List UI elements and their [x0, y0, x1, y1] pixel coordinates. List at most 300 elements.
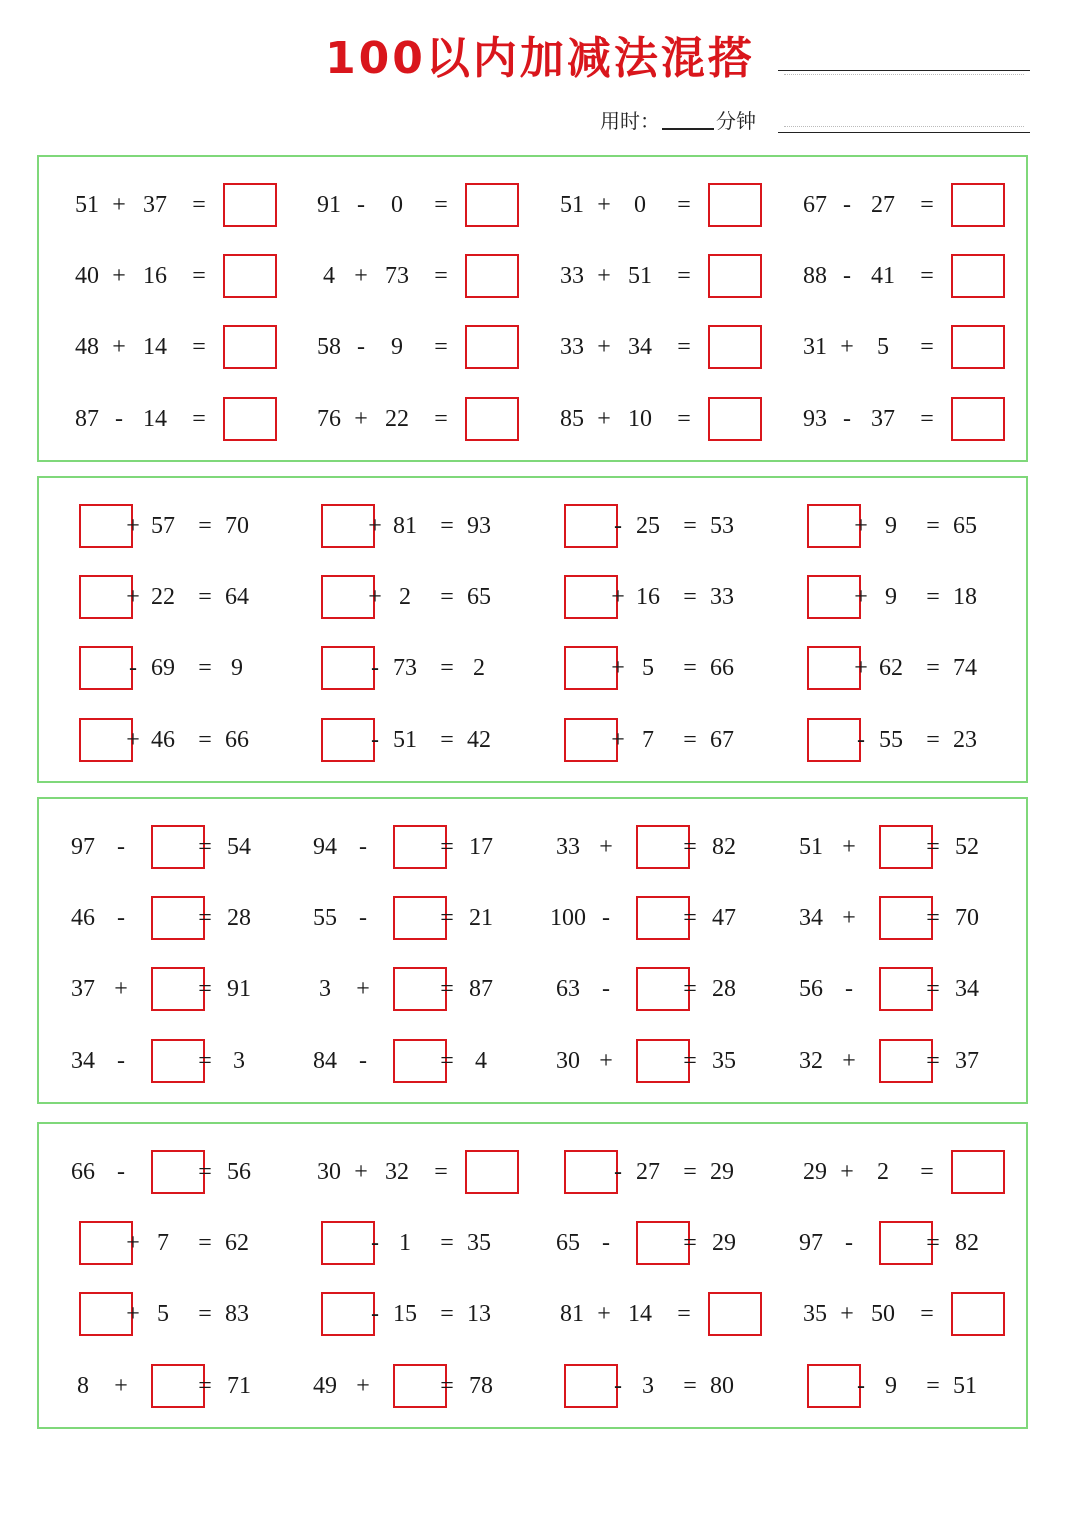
- worksheet-title: 100以内加减法混搭: [325, 33, 755, 84]
- operator-symbol: -: [359, 1048, 367, 1074]
- operator-symbol: -: [843, 406, 851, 432]
- number-value: 35: [803, 1301, 827, 1327]
- operator-symbol: -: [357, 334, 365, 360]
- problem-item: [59, 646, 289, 690]
- number-value: 51: [628, 263, 652, 289]
- number-value: 74: [953, 655, 977, 681]
- answer-box[interactable]: [223, 397, 277, 441]
- number-value: 81: [393, 513, 417, 539]
- equals-sign: =: [926, 1230, 940, 1256]
- problem-item: [59, 1364, 289, 1408]
- problem-item: [787, 504, 1017, 548]
- operator-symbol: +: [126, 584, 140, 610]
- operator-symbol: +: [842, 834, 856, 860]
- answer-box[interactable]: [465, 183, 519, 227]
- operator-symbol: -: [602, 976, 610, 1002]
- number-value: 87: [469, 976, 493, 1002]
- equals-sign: =: [683, 1373, 697, 1399]
- operator-symbol: -: [843, 263, 851, 289]
- answer-box[interactable]: [223, 183, 277, 227]
- equals-sign: =: [440, 513, 454, 539]
- problem-item: [787, 718, 1017, 762]
- problem-item: [59, 1150, 289, 1194]
- number-value: 13: [467, 1301, 491, 1327]
- equals-sign: =: [677, 192, 691, 218]
- equals-sign: =: [434, 1159, 448, 1185]
- operator-symbol: -: [359, 834, 367, 860]
- equals-sign: =: [440, 1230, 454, 1256]
- equals-sign: =: [434, 192, 448, 218]
- equals-sign: =: [192, 334, 206, 360]
- problem-item: [787, 896, 1017, 940]
- operator-symbol: +: [840, 1159, 854, 1185]
- number-value: 82: [955, 1230, 979, 1256]
- problem-item: [544, 1039, 774, 1083]
- problem-item: [787, 397, 1017, 441]
- operator-symbol: -: [117, 1159, 125, 1185]
- problem-item: [787, 575, 1017, 619]
- equals-sign: =: [920, 406, 934, 432]
- number-value: 81: [560, 1301, 584, 1327]
- number-value: 65: [953, 513, 977, 539]
- answer-box[interactable]: [465, 397, 519, 441]
- number-value: 85: [560, 406, 584, 432]
- problem-item: [301, 646, 531, 690]
- number-value: 5: [642, 655, 654, 681]
- number-value: 30: [556, 1048, 580, 1074]
- number-value: 49: [313, 1373, 337, 1399]
- problem-item: [544, 718, 774, 762]
- number-value: 35: [467, 1230, 491, 1256]
- number-value: 41: [871, 263, 895, 289]
- answer-box[interactable]: [708, 1292, 762, 1336]
- problem-item: [301, 504, 531, 548]
- equals-sign: =: [440, 976, 454, 1002]
- number-value: 33: [560, 263, 584, 289]
- number-value: 29: [710, 1159, 734, 1185]
- operator-symbol: +: [597, 334, 611, 360]
- operator-symbol: -: [614, 1159, 622, 1185]
- number-value: 23: [953, 727, 977, 753]
- number-value: 87: [75, 406, 99, 432]
- operator-symbol: +: [597, 192, 611, 218]
- number-value: 8: [77, 1373, 89, 1399]
- problem-item: [59, 825, 289, 869]
- number-value: 83: [225, 1301, 249, 1327]
- number-value: 69: [151, 655, 175, 681]
- answer-box[interactable]: [465, 254, 519, 298]
- equals-sign: =: [434, 406, 448, 432]
- number-value: 34: [71, 1048, 95, 1074]
- operator-symbol: -: [857, 1373, 865, 1399]
- operator-symbol: +: [354, 1159, 368, 1185]
- operator-symbol: +: [112, 334, 126, 360]
- operator-symbol: -: [129, 655, 137, 681]
- equals-sign: =: [926, 976, 940, 1002]
- number-value: 76: [317, 406, 341, 432]
- problem-item: [787, 1221, 1017, 1265]
- number-value: 54: [227, 834, 251, 860]
- operator-symbol: +: [356, 976, 370, 1002]
- number-value: 46: [151, 727, 175, 753]
- equals-sign: =: [440, 1048, 454, 1074]
- problem-item: [787, 646, 1017, 690]
- minutes-blank[interactable]: [662, 128, 714, 130]
- number-value: 29: [803, 1159, 827, 1185]
- number-value: 5: [157, 1301, 169, 1327]
- number-value: 78: [469, 1373, 493, 1399]
- number-value: 14: [628, 1301, 652, 1327]
- equals-sign: =: [440, 834, 454, 860]
- problem-item: [544, 967, 774, 1011]
- number-value: 30: [317, 1159, 341, 1185]
- equals-sign: =: [926, 1373, 940, 1399]
- equals-sign: =: [198, 513, 212, 539]
- problem-item: [59, 325, 289, 369]
- problem-item: [59, 254, 289, 298]
- answer-box[interactable]: [951, 183, 1005, 227]
- equals-sign: =: [683, 655, 697, 681]
- operator-symbol: +: [854, 655, 868, 681]
- number-value: 9: [231, 655, 243, 681]
- operator-symbol: +: [126, 1230, 140, 1256]
- number-value: 31: [803, 334, 827, 360]
- problem-item: [787, 1292, 1017, 1336]
- number-value: 93: [803, 406, 827, 432]
- answer-box[interactable]: [223, 325, 277, 369]
- answer-box[interactable]: [223, 254, 277, 298]
- number-value: 71: [227, 1373, 251, 1399]
- problem-item: [787, 825, 1017, 869]
- equals-sign: =: [192, 192, 206, 218]
- number-value: 62: [225, 1230, 249, 1256]
- number-value: 50: [871, 1301, 895, 1327]
- number-value: 34: [628, 334, 652, 360]
- equals-sign: =: [926, 905, 940, 931]
- number-value: 2: [877, 1159, 889, 1185]
- equals-sign: =: [920, 1159, 934, 1185]
- problem-item: [787, 1039, 1017, 1083]
- number-value: 66: [225, 727, 249, 753]
- number-value: 56: [227, 1159, 251, 1185]
- number-value: 2: [399, 584, 411, 610]
- number-value: 65: [467, 584, 491, 610]
- number-value: 14: [143, 334, 167, 360]
- operator-symbol: +: [854, 584, 868, 610]
- problem-item: [59, 1039, 289, 1083]
- problem-item: [544, 896, 774, 940]
- problem-item: [59, 1292, 289, 1336]
- problem-item: [301, 325, 531, 369]
- problem-item: [301, 1150, 531, 1194]
- problem-item: [301, 718, 531, 762]
- number-value: 3: [319, 976, 331, 1002]
- problem-item: [544, 325, 774, 369]
- operator-symbol: +: [597, 406, 611, 432]
- equals-sign: =: [440, 727, 454, 753]
- equals-sign: =: [683, 513, 697, 539]
- operator-symbol: -: [845, 1230, 853, 1256]
- problem-item: [544, 1150, 774, 1194]
- operator-symbol: +: [354, 263, 368, 289]
- number-value: 80: [710, 1373, 734, 1399]
- problem-item: [544, 504, 774, 548]
- number-value: 17: [469, 834, 493, 860]
- equals-sign: =: [920, 334, 934, 360]
- number-value: 14: [143, 406, 167, 432]
- time-row: [600, 104, 756, 134]
- number-value: 10: [628, 406, 652, 432]
- problem-item: [787, 325, 1017, 369]
- number-value: 9: [885, 1373, 897, 1399]
- number-value: 0: [391, 192, 403, 218]
- operator-symbol: +: [368, 513, 382, 539]
- problem-item: [301, 575, 531, 619]
- number-value: 7: [642, 727, 654, 753]
- operator-symbol: +: [599, 1048, 613, 1074]
- equals-sign: =: [926, 834, 940, 860]
- operator-symbol: +: [114, 1373, 128, 1399]
- operator-symbol: +: [611, 655, 625, 681]
- number-value: 37: [71, 976, 95, 1002]
- number-value: 52: [955, 834, 979, 860]
- minutes-label: 分钟: [716, 109, 756, 133]
- problem-item: [301, 254, 531, 298]
- number-value: 29: [712, 1230, 736, 1256]
- answer-box[interactable]: [951, 325, 1005, 369]
- problem-section: [37, 476, 1028, 783]
- equals-sign: =: [198, 1230, 212, 1256]
- operator-symbol: -: [117, 905, 125, 931]
- problem-item: [301, 183, 531, 227]
- problem-item: [544, 575, 774, 619]
- operator-symbol: +: [368, 584, 382, 610]
- equals-sign: =: [440, 905, 454, 931]
- number-value: 15: [393, 1301, 417, 1327]
- equals-sign: =: [683, 727, 697, 753]
- equals-sign: =: [198, 834, 212, 860]
- operator-symbol: -: [357, 192, 365, 218]
- equals-sign: =: [440, 1373, 454, 1399]
- number-value: 9: [391, 334, 403, 360]
- equals-sign: =: [198, 1301, 212, 1327]
- number-value: 88: [803, 263, 827, 289]
- number-value: 48: [75, 334, 99, 360]
- problem-item: [544, 646, 774, 690]
- number-value: 64: [225, 584, 249, 610]
- problem-item: [787, 183, 1017, 227]
- number-value: 16: [636, 584, 660, 610]
- equals-sign: =: [926, 584, 940, 610]
- number-value: 16: [143, 263, 167, 289]
- equals-sign: =: [198, 655, 212, 681]
- operator-symbol: -: [614, 513, 622, 539]
- number-value: 37: [955, 1048, 979, 1074]
- operator-symbol: +: [126, 513, 140, 539]
- number-value: 67: [803, 192, 827, 218]
- problem-item: [59, 397, 289, 441]
- number-value: 33: [560, 334, 584, 360]
- answer-box[interactable]: [708, 325, 762, 369]
- operator-symbol: +: [112, 263, 126, 289]
- number-value: 63: [556, 976, 580, 1002]
- time-dotted-guide: [784, 126, 1024, 127]
- number-value: 55: [879, 727, 903, 753]
- number-value: 33: [556, 834, 580, 860]
- number-value: 73: [385, 263, 409, 289]
- number-value: 3: [233, 1048, 245, 1074]
- number-value: 51: [75, 192, 99, 218]
- problem-item: [544, 254, 774, 298]
- equals-sign: =: [440, 584, 454, 610]
- equals-sign: =: [677, 1301, 691, 1327]
- operator-symbol: -: [614, 1373, 622, 1399]
- problem-item: [59, 718, 289, 762]
- equals-sign: =: [192, 263, 206, 289]
- problem-item: [544, 1292, 774, 1336]
- operator-symbol: +: [354, 406, 368, 432]
- number-value: 27: [871, 192, 895, 218]
- number-value: 91: [317, 192, 341, 218]
- time-label: 用时：: [600, 109, 660, 133]
- equals-sign: =: [198, 976, 212, 1002]
- number-value: 7: [157, 1230, 169, 1256]
- operator-symbol: -: [117, 1048, 125, 1074]
- operator-symbol: -: [845, 976, 853, 1002]
- equals-sign: =: [677, 263, 691, 289]
- equals-sign: =: [440, 1301, 454, 1327]
- number-value: 47: [712, 905, 736, 931]
- operator-symbol: -: [602, 1230, 610, 1256]
- number-value: 53: [710, 513, 734, 539]
- number-value: 0: [634, 192, 646, 218]
- number-value: 33: [710, 584, 734, 610]
- equals-sign: =: [683, 1159, 697, 1185]
- answer-box[interactable]: [708, 397, 762, 441]
- number-value: 46: [71, 905, 95, 931]
- number-value: 65: [556, 1230, 580, 1256]
- number-value: 84: [313, 1048, 337, 1074]
- problem-section: [37, 1122, 1028, 1429]
- number-value: 9: [885, 513, 897, 539]
- equals-sign: =: [198, 1159, 212, 1185]
- problem-item: [544, 1364, 774, 1408]
- operator-symbol: +: [597, 1301, 611, 1327]
- equals-sign: =: [198, 1048, 212, 1074]
- problem-section: [37, 155, 1028, 462]
- operator-symbol: +: [840, 1301, 854, 1327]
- number-value: 27: [636, 1159, 660, 1185]
- problem-item: [301, 1039, 531, 1083]
- number-value: 51: [560, 192, 584, 218]
- name-underline: [778, 70, 1030, 71]
- answer-box[interactable]: [951, 397, 1005, 441]
- number-value: 2: [473, 655, 485, 681]
- operator-symbol: -: [115, 406, 123, 432]
- number-value: 97: [71, 834, 95, 860]
- number-value: 28: [712, 976, 736, 1002]
- operator-symbol: +: [611, 584, 625, 610]
- number-value: 94: [313, 834, 337, 860]
- number-value: 73: [393, 655, 417, 681]
- answer-box[interactable]: [951, 254, 1005, 298]
- operator-symbol: +: [842, 905, 856, 931]
- number-value: 18: [953, 584, 977, 610]
- number-value: 25: [636, 513, 660, 539]
- answer-box[interactable]: [465, 1150, 519, 1194]
- operator-symbol: -: [371, 1301, 379, 1327]
- operator-symbol: -: [857, 727, 865, 753]
- answer-box[interactable]: [708, 183, 762, 227]
- operator-symbol: +: [112, 192, 126, 218]
- number-value: 70: [955, 905, 979, 931]
- equals-sign: =: [677, 334, 691, 360]
- operator-symbol: -: [371, 1230, 379, 1256]
- number-value: 62: [879, 655, 903, 681]
- number-value: 32: [799, 1048, 823, 1074]
- number-value: 57: [151, 513, 175, 539]
- operator-symbol: -: [843, 192, 851, 218]
- equals-sign: =: [198, 1373, 212, 1399]
- number-value: 9: [885, 584, 897, 610]
- problem-item: [544, 397, 774, 441]
- number-value: 97: [799, 1230, 823, 1256]
- problem-item: [301, 1292, 531, 1336]
- equals-sign: =: [440, 655, 454, 681]
- number-value: 100: [550, 905, 586, 931]
- equals-sign: =: [926, 655, 940, 681]
- number-value: 37: [871, 406, 895, 432]
- problem-item: [301, 967, 531, 1011]
- problem-item: [787, 1150, 1017, 1194]
- number-value: 51: [393, 727, 417, 753]
- problem-item: [787, 967, 1017, 1011]
- number-value: 28: [227, 905, 251, 931]
- problem-item: [787, 1364, 1017, 1408]
- equals-sign: =: [926, 727, 940, 753]
- operator-symbol: -: [371, 655, 379, 681]
- operator-symbol: +: [854, 513, 868, 539]
- problem-item: [59, 575, 289, 619]
- problem-section: [37, 797, 1028, 1104]
- name-dotted-guide: [784, 74, 1024, 75]
- answer-box[interactable]: [951, 1150, 1005, 1194]
- number-value: 56: [799, 976, 823, 1002]
- number-value: 82: [712, 834, 736, 860]
- problem-item: [301, 825, 531, 869]
- equals-sign: =: [198, 584, 212, 610]
- answer-box[interactable]: [951, 1292, 1005, 1336]
- equals-sign: =: [683, 584, 697, 610]
- number-value: 5: [877, 334, 889, 360]
- operator-symbol: +: [611, 727, 625, 753]
- problem-item: [59, 967, 289, 1011]
- operator-symbol: -: [359, 905, 367, 931]
- number-value: 21: [469, 905, 493, 931]
- number-value: 35: [712, 1048, 736, 1074]
- problem-item: [301, 397, 531, 441]
- operator-symbol: +: [840, 334, 854, 360]
- answer-box[interactable]: [465, 325, 519, 369]
- number-value: 3: [642, 1373, 654, 1399]
- equals-sign: =: [683, 1048, 697, 1074]
- operator-symbol: +: [842, 1048, 856, 1074]
- operator-symbol: -: [117, 834, 125, 860]
- answer-box[interactable]: [708, 254, 762, 298]
- problem-item: [301, 896, 531, 940]
- number-value: 22: [385, 406, 409, 432]
- number-value: 4: [475, 1048, 487, 1074]
